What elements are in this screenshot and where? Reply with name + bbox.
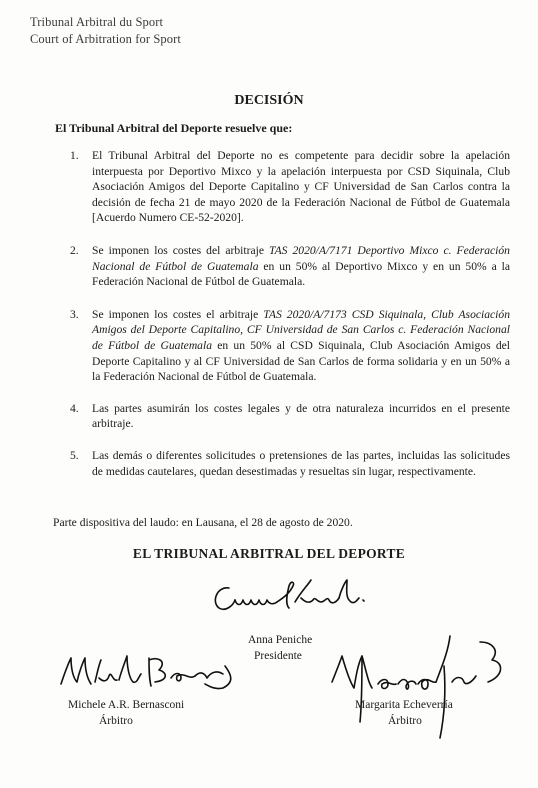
item-text-pre: Se imponen los costes el arbitraje (92, 307, 264, 321)
resolves-intro: El Tribunal Arbitral del Deporte resuelve que: (55, 121, 293, 135)
header-line-french: Tribunal Arbitral du Sport (30, 15, 164, 29)
item-text-pre: Se imponen los costes del arbitraje (92, 243, 269, 257)
arbitrator-right-signature (322, 622, 522, 742)
decision-item (70, 148, 510, 226)
item-text: Las demás o diferentes solicitudes o pretensiones de las partes, incluidas las solicitudes de medidas cautelares, quedan desestimadas y resueltas sin lugar, respectivamente. (92, 448, 510, 478)
item-number: 3. (70, 307, 79, 321)
president-signature (205, 572, 380, 620)
arbitrator-right-name: Margarita Echeverría (355, 699, 453, 711)
item-number: 2. (70, 243, 79, 257)
item-number: 1. (70, 149, 79, 162)
case-reference: TAS 2020/A/7173 CSD Siquinala, Club Asociación Amigos del Deporte Capitalino, CF Universidad de San Carlos c. Federación Nacional de Fútbol de Guatemala (92, 307, 510, 352)
case-reference: TAS 2020/A/7171 Deportivo Mixco c. Federación Nacional de Fútbol de Guatemala (92, 243, 510, 273)
item-text: Las partes asumirán los costes legales y de otra naturaleza incurridos en el presente arbitraje. (92, 401, 510, 431)
header-line-english: Court of Arbitration for Sport (30, 32, 181, 46)
arbitrator-right-role: Árbitro (388, 715, 422, 727)
tribunal-heading: EL TRIBUNAL ARBITRAL DEL DEPORTE (132, 546, 406, 561)
item-text-post: en un 50% al Deportivo Mixco y en un 50% a la Federación Nacional de Fútbol de Guatemala. (92, 259, 510, 289)
institution-header (30, 14, 181, 48)
decision-item (70, 448, 510, 479)
decision-item (70, 401, 510, 432)
arbitrator-left-role: Árbitro (99, 715, 133, 727)
decision-item (70, 243, 510, 290)
decision-title: DECISIÓN (234, 93, 304, 108)
item-number: 5. (70, 448, 79, 462)
decision-item (70, 307, 510, 385)
arbitrator-left-signature (55, 648, 245, 698)
item-text: El Tribunal Arbitral del Deporte no es competente para decidir sobre la apelación interpuesta por Deportivo Mixco y la apelación interpuesta por CSD Siquinala, Club Asociación Amigos del Deporte Capitalino y CF Universidad de San Carlos contra la decisión de fecha 21 de mayo 2020 de la Federación Nacional de Fútbol de Guatemala [Acuerdo Numero CE-52-2020]. (92, 149, 510, 225)
dispositive-statement: Parte dispositiva del laudo: en Lausana, el 28 de agosto de 2020. (53, 516, 353, 529)
president-role: Presidente (254, 650, 302, 662)
arbitrator-left-name: Michele A.R. Bernasconi (68, 699, 185, 711)
president-name: Anna Peniche (248, 634, 313, 646)
item-text-post: en un 50% al CSD Siquinala, Club Asociación Amigos del Deporte Capitalino y al CF Universidad de San Carlos de forma solidaria y en un 50% a la Federación Nacional de Fútbol de Guatemala. (92, 338, 510, 384)
item-number: 4. (70, 401, 79, 415)
decision-items (70, 148, 510, 496)
